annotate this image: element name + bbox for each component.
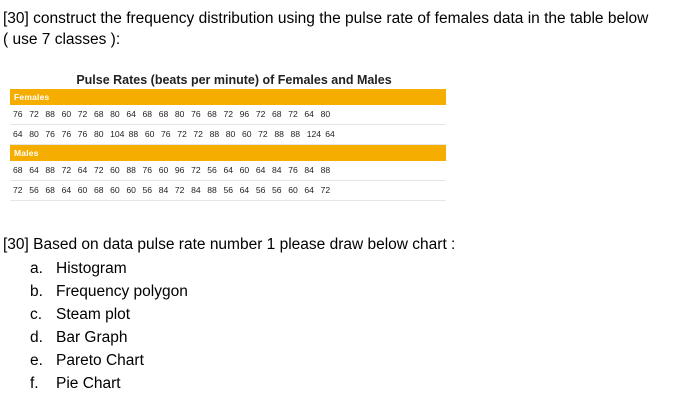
table-cell: 64 (126, 109, 136, 119)
table-cell: 60 (158, 165, 169, 175)
table-cell: 72 (223, 109, 233, 119)
females-row-1 (10, 105, 446, 125)
table-cell: 68 (142, 109, 153, 119)
table-cell: 56 (223, 185, 233, 195)
table-cell: 68 (93, 185, 104, 195)
males-row-1 (10, 161, 446, 181)
table-cell: 60 (126, 185, 136, 195)
list-item-marker: e. (30, 352, 43, 369)
list-item-marker: b. (30, 283, 43, 300)
table-cell: 88 (274, 129, 284, 139)
table-cell: 64 (29, 165, 39, 175)
table-cell: 84 (272, 165, 282, 175)
table-cell: 88 (209, 129, 220, 139)
table-cell: 72 (77, 109, 88, 119)
table-cell: 68 (45, 185, 55, 195)
table-cell: 60 (241, 129, 252, 139)
table-cell: 56 (207, 165, 217, 175)
list-item-text: Histogram (56, 260, 127, 277)
table-cell: 72 (320, 185, 331, 195)
table-cell: 64 (77, 165, 88, 175)
question-1-line-2: ( use 7 classes ): (3, 31, 121, 48)
males-header: Males (10, 145, 446, 161)
table-cell: 60 (77, 185, 88, 195)
table-cell: 56 (142, 185, 153, 195)
list-item (30, 372, 188, 395)
table-cell: 76 (161, 129, 171, 139)
table-cell: 72 (13, 185, 23, 195)
table-cell: 60 (288, 185, 298, 195)
table-cell: 72 (93, 165, 104, 175)
list-item (30, 349, 188, 372)
table-cell: 80 (320, 109, 331, 119)
question-2-heading: [30] Based on data pulse rate number 1 please draw below chart : (3, 236, 456, 253)
list-item (30, 257, 188, 280)
table-cell: 80 (110, 109, 120, 119)
table-cell: 68 (158, 109, 169, 119)
table-cell: 56 (272, 185, 282, 195)
table-cell: 88 (126, 165, 136, 175)
table-cell: 72 (61, 165, 72, 175)
table-cell: 76 (13, 109, 23, 119)
list-item-marker: f. (30, 375, 39, 392)
table-cell: 76 (142, 165, 153, 175)
table-cell: 88 (207, 185, 217, 195)
females-row-2 (10, 125, 446, 145)
table-title: Pulse Rates (beats per minute) of Females and Males (76, 73, 392, 87)
table-cell: 88 (290, 129, 301, 139)
table-cell: 124 (306, 129, 322, 139)
table-cell: 88 (128, 129, 139, 139)
table-cell: 64 (61, 185, 72, 195)
pulse-rate-table (10, 71, 446, 201)
table-cell: 56 (29, 185, 39, 195)
table-cell: 76 (61, 129, 72, 139)
list-item (30, 326, 188, 349)
table-cell: 76 (77, 129, 88, 139)
table-cell: 80 (93, 129, 104, 139)
table-cell: 64 (13, 129, 23, 139)
chart-list (30, 257, 188, 395)
table-cell: 60 (110, 165, 120, 175)
list-item-text: Steam plot (56, 306, 131, 323)
table-cell: 64 (304, 109, 314, 119)
table-cell: 68 (13, 165, 23, 175)
list-item-marker: d. (30, 329, 43, 346)
table-cell: 72 (174, 185, 185, 195)
males-row-2 (10, 181, 446, 201)
list-item (30, 280, 188, 303)
table-cell: 60 (239, 165, 250, 175)
table-cell: 80 (29, 129, 39, 139)
question-1-line-1: [30] construct the frequency distribution using the pulse rate of females data in the table below (3, 10, 649, 27)
table-cell: 80 (225, 129, 236, 139)
table-cell: 60 (110, 185, 120, 195)
table-cell: 84 (158, 185, 169, 195)
table-cell: 76 (45, 129, 55, 139)
table-cell: 68 (93, 109, 104, 119)
table-cell: 64 (223, 165, 233, 175)
table-cell: 72 (258, 129, 268, 139)
table-cell: 88 (45, 109, 55, 119)
table-cell: 72 (288, 109, 298, 119)
table-cell: 72 (29, 109, 39, 119)
table-cell: 64 (325, 129, 335, 139)
table-cell: 80 (174, 109, 185, 119)
table-cell: 76 (191, 109, 201, 119)
table-cell: 96 (174, 165, 185, 175)
table-cell: 64 (239, 185, 250, 195)
list-item-text: Pareto Chart (56, 352, 144, 369)
list-item-text: Frequency polygon (56, 283, 188, 300)
table-cell: 72 (255, 109, 266, 119)
table-cell: 60 (61, 109, 72, 119)
table-cell: 68 (207, 109, 217, 119)
table-cell: 72 (177, 129, 187, 139)
list-item-text: Bar Graph (56, 329, 128, 346)
list-item (30, 303, 188, 326)
table-cell: 104 (110, 129, 125, 139)
table-cell: 64 (255, 165, 266, 175)
table-cell: 60 (144, 129, 155, 139)
list-item-marker: c. (30, 306, 43, 323)
table-cell: 72 (191, 165, 201, 175)
females-header: Females (10, 89, 446, 105)
list-item-marker: a. (30, 260, 43, 277)
table-cell: 68 (272, 109, 282, 119)
table-cell: 76 (288, 165, 298, 175)
table-cell: 84 (191, 185, 201, 195)
table-cell: 96 (239, 109, 250, 119)
table-cell: 56 (255, 185, 266, 195)
table-cell: 88 (320, 165, 331, 175)
table-cell: 64 (304, 185, 314, 195)
table-cell: 84 (304, 165, 314, 175)
question-1 (3, 8, 697, 50)
table-cell: 72 (193, 129, 203, 139)
list-item-text: Pie Chart (56, 375, 121, 392)
table-cell: 88 (45, 165, 55, 175)
